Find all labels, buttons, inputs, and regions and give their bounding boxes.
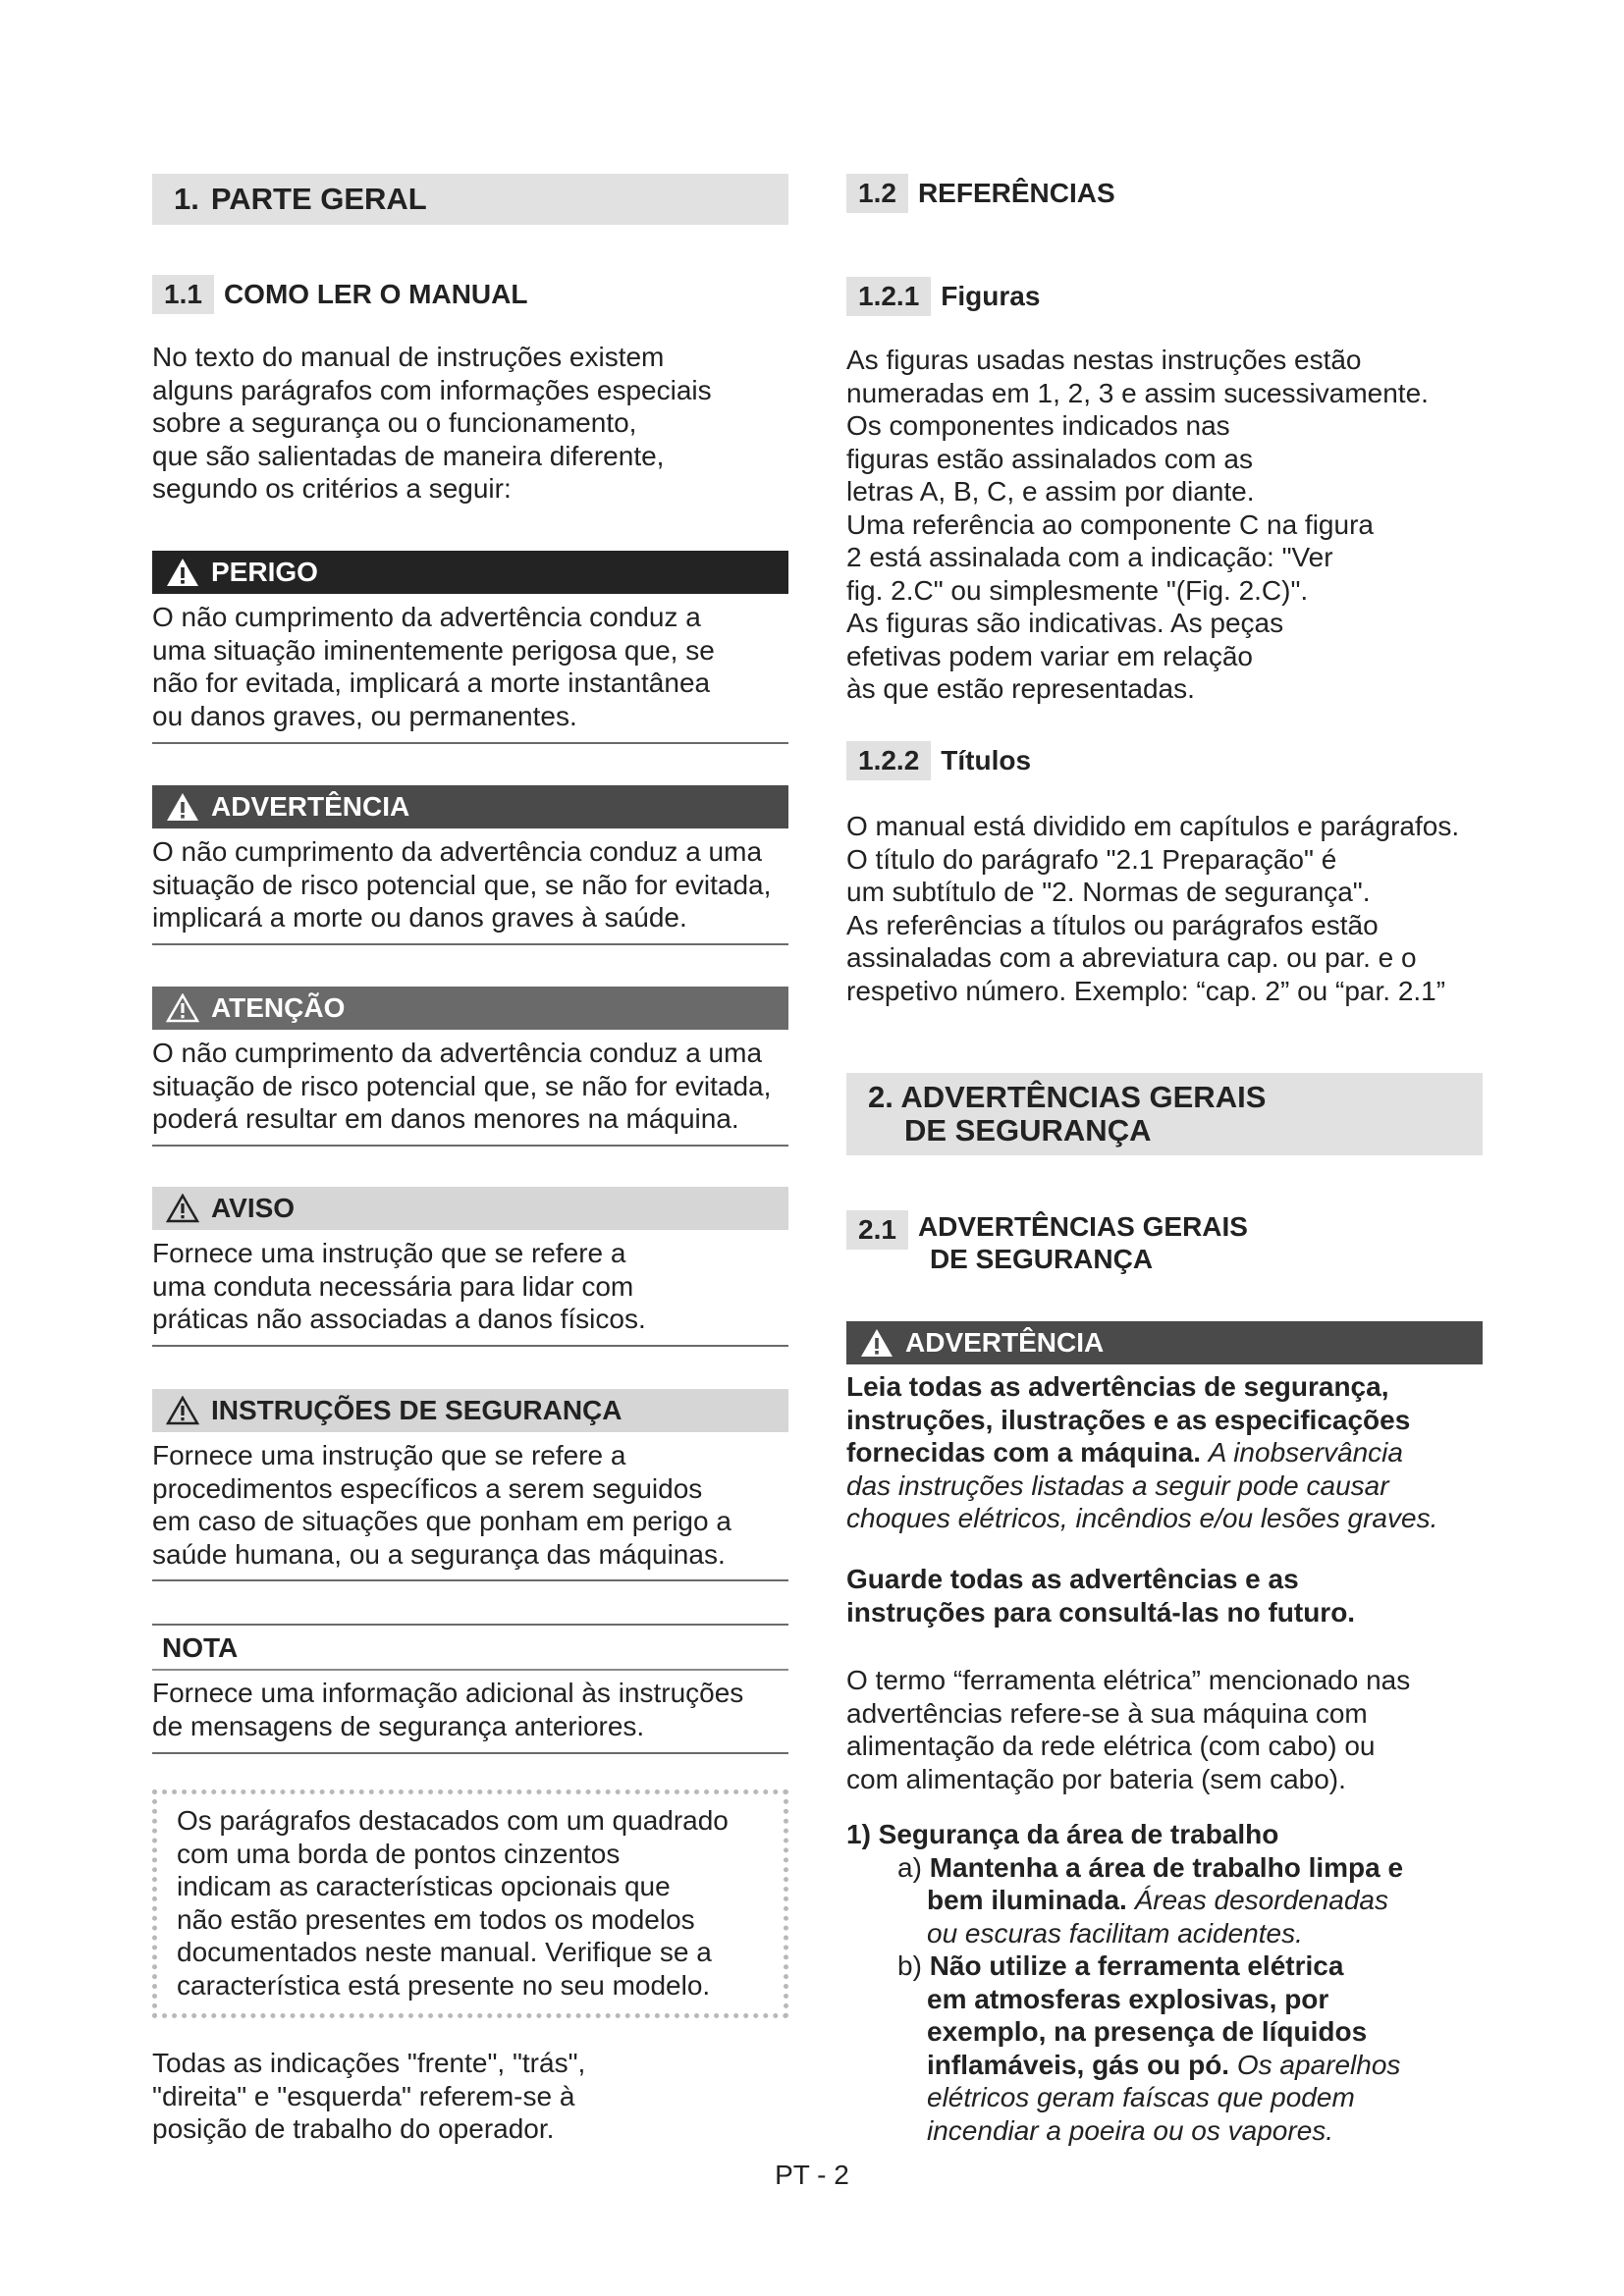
- nota-text: Fornece uma informação adicional às instruções de mensagens de segurança anteriores.: [152, 1678, 744, 1741]
- section-number: 1.2.1: [846, 277, 931, 316]
- section-title-line1: ADVERTÊNCIAS GERAIS: [900, 1080, 1267, 1114]
- section-1-heading: [152, 174, 788, 225]
- termo-paragraph: O termo “ferramenta elétrica” mencionado nas advertências refere-se à sua máquina com alimentação da rede elétrica (com cabo) ou com alimentação por bateria (sem cabo).: [846, 1665, 1411, 1794]
- divider: [152, 1669, 788, 1671]
- atencao-text: O não cumprimento da advertência conduz a uma situação de risco potencial que, se não for evitada, poderá resultar em danos menores na máquina.: [152, 1038, 772, 1134]
- work-area-safety-list: 1) Segurança da área de trabalho a) Mantenha a área de trabalho limpa e bem iluminada. Áreas desordenadas ou escuras facilitam acidentes. b) Não utilize a ferramenta elétrica em atmosferas explosivas, por exemplo, na presença de líquidos inflamáveis, gás ou pó. Os aparelhos elétricos geram faíscas que podem incendiar a poeira ou os vapores.: [846, 1819, 1404, 2146]
- warning-triangle-outline-icon: [166, 1194, 199, 1223]
- section-2-1-heading: [846, 1210, 1248, 1275]
- section-title: Figuras: [941, 281, 1041, 311]
- list-title: 1) Segurança da área de trabalho: [846, 1819, 1279, 1849]
- warning-triangle-icon: [860, 1328, 893, 1358]
- section-number: 1.2: [846, 174, 908, 213]
- position-note: Todas as indicações "frente", "trás", "direita" e "esquerda" referem-se à posição de trabalho do operador.: [152, 2048, 586, 2144]
- section-number: 2.1: [846, 1210, 908, 1250]
- section-number: 2.: [868, 1080, 893, 1114]
- optional-features-box: Os parágrafos destacados com um quadrado com uma borda de pontos cinzentos indicam as características opcionais que não estão presentes em todos os modelos documentados neste manual. Verifique se a característica está presente no seu modelo.: [152, 1789, 788, 2018]
- section-title: PARTE GERAL: [210, 182, 427, 216]
- section-1-1-heading: [152, 275, 527, 314]
- list-item-b: b) Não utilize a ferramenta elétrica: [897, 1950, 1344, 1981]
- advertencia-bar: [846, 1321, 1483, 1364]
- section-1-2-2-heading: [846, 741, 1031, 780]
- warning-triangle-outline-icon: [166, 993, 199, 1023]
- figuras-paragraph: As figuras usadas nestas instruções estão numeradas em 1, 2, 3 e assim sucessivamente. Os componentes indicados nas figuras estão assinalados com as letras A, B, C, e assim por diante. Uma referência ao componente C na figura 2 está assinalada com a indicação: "Ver fig. 2.C" ou simplesmente "(Fig. 2.C)". As figuras são indicativas. As peças efetivas podem variar em relação às que estão representadas.: [846, 345, 1429, 704]
- instrucoes-label: INSTRUÇÕES DE SEGURANÇA: [211, 1395, 623, 1425]
- divider: [152, 742, 788, 744]
- section-1-2-1-heading: [846, 277, 1040, 316]
- instrucoes-bar: [152, 1389, 788, 1432]
- page-number: PT - 2: [775, 2160, 849, 2190]
- atencao-label: ATENÇÃO: [211, 992, 346, 1023]
- warning-triangle-icon: [166, 558, 199, 587]
- advertencia-bar: [152, 785, 788, 828]
- advertencia-paragraph: Leia todas as advertências de segurança, instruções, ilustrações e as especificações fornecidas com a máquina. A inobservância das instruções listadas a seguir pode causar choques elétricos, incêndios e/ou lesões graves.: [846, 1371, 1438, 1533]
- divider: [152, 1579, 788, 1581]
- section-title: REFERÊNCIAS: [917, 178, 1115, 208]
- perigo-text: O não cumprimento da advertência conduz a uma situação iminentemente perigosa que, se não for evitada, implicará a morte instantânea ou danos graves, ou permanentes.: [152, 602, 715, 731]
- guarde-paragraph: Guarde todas as advertências e as instruções para consultá-las no futuro.: [846, 1564, 1356, 1628]
- section-number: 1.2.2: [846, 741, 931, 780]
- divider: [152, 1752, 788, 1754]
- titulos-paragraph: O manual está dividido em capítulos e parágrafos. O título do parágrafo "2.1 Preparação" é um subtítulo de "2. Normas de segurança". As referências a títulos ou parágrafos estão assinaladas com a abreviatura cap. ou par. e o respetivo número. Exemplo: “cap. 2” ou “par. 2.1”: [846, 811, 1460, 1006]
- divider: [152, 1624, 788, 1626]
- warning-triangle-outline-icon: [166, 1396, 199, 1425]
- divider: [152, 943, 788, 945]
- divider: [152, 1145, 788, 1147]
- instrucoes-text: Fornece uma instrução que se refere a procedimentos específicos a serem seguidos em caso de situações que ponham em perigo a saúde humana, ou a segurança das máquinas.: [152, 1440, 731, 1570]
- advertencia-label: ADVERTÊNCIA: [211, 791, 410, 822]
- nota-label: NOTA: [162, 1632, 239, 1663]
- advertencia-label: ADVERTÊNCIA: [905, 1327, 1105, 1358]
- section-title: Títulos: [941, 745, 1032, 775]
- perigo-bar: [152, 551, 788, 594]
- advertencia-text: O não cumprimento da advertência conduz a uma situação de risco potencial que, se não for evitada, implicará a morte ou danos graves à saúde.: [152, 836, 772, 933]
- section-title-line2: DE SEGURANÇA: [904, 1113, 1152, 1148]
- section-1-2-heading: [846, 174, 1115, 213]
- section-title: ADVERTÊNCIAS GERAIS DE SEGURANÇA: [917, 1211, 1248, 1274]
- section-number: 1.: [174, 182, 199, 216]
- atencao-bar: [152, 987, 788, 1030]
- aviso-bar: [152, 1187, 788, 1230]
- section-title: COMO LER O MANUAL: [223, 279, 528, 309]
- section-2-heading: [846, 1073, 1483, 1155]
- aviso-text: Fornece uma instrução que se refere a uma conduta necessária para lidar com práticas não associadas a danos físicos.: [152, 1238, 646, 1334]
- warning-triangle-icon: [166, 792, 199, 822]
- aviso-label: AVISO: [211, 1193, 296, 1223]
- perigo-label: PERIGO: [211, 557, 318, 587]
- divider: [152, 1345, 788, 1347]
- list-item-a: a) Mantenha a área de trabalho limpa e: [897, 1851, 1404, 1883]
- section-number: 1.1: [152, 275, 214, 314]
- intro-paragraph: No texto do manual de instruções existem alguns parágrafos com informações especiais sobre a segurança ou o funcionamento, que são salientadas de maneira diferente, segundo os critérios a seguir:: [152, 342, 712, 504]
